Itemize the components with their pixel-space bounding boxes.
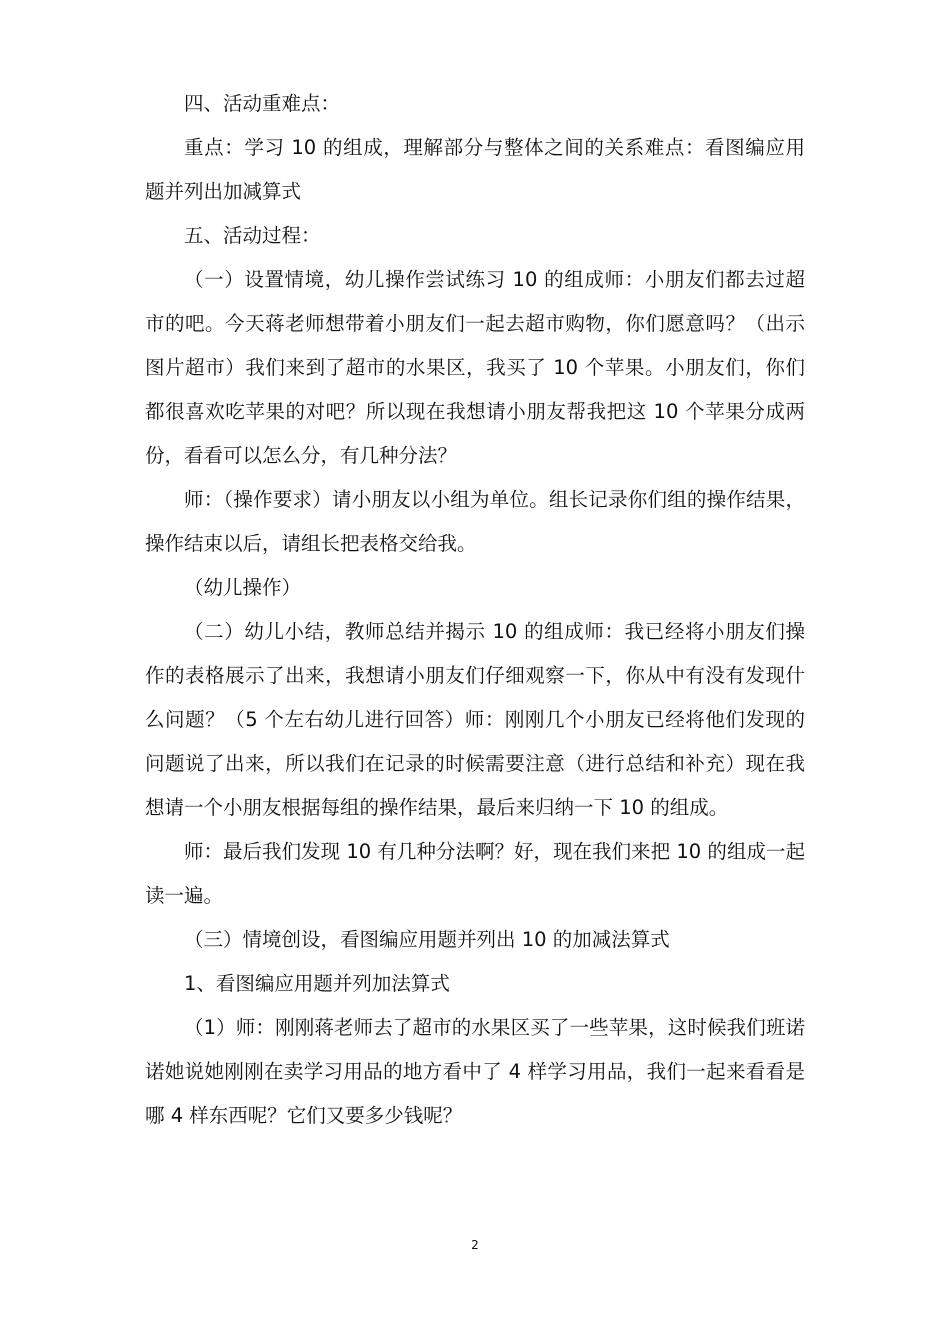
paragraph-teacher-instructions: 师：（操作要求）请小朋友以小组为单位。组长记录你们组的操作结果，操作结束以后，请组长把表格交给我。 (145, 488, 805, 555)
paragraph-teacher-summary: 师：最后我们发现 10 有几种分法啊？好，现在我们来把 10 的组成一起读一遍。 (145, 840, 805, 907)
paragraph-heading-process: 五、活动过程： (184, 224, 321, 247)
paragraph-heading-difficulties: 四、活动重难点： (184, 92, 341, 115)
paragraph-step-three: （三）情境创设，看图编应用题并列出 10 的加减法算式 (184, 928, 670, 951)
document-body (145, 82, 805, 1138)
paragraph-step-one: （一）设置情境，幼儿操作尝试练习 10 的组成师：小朋友们都去过超市的吧。今天蒋老师想带着小朋友们一起去超市购物，你们愿意吗？（出示图片超市）我们来到了超市的水果区，我买了 10 个苹果。小朋友们，你们都很喜欢吃苹果的对吧？所以现在我想请小朋友帮我把这 10 个苹果分成两份，看看可以怎么分，有几种分法？ (145, 268, 805, 467)
paragraph-step-two: （二）幼儿小结，教师总结并揭示 10 的组成师：我已经将小朋友们操作的表格展示了出来，我想请小朋友们仔细观察一下，你从中有没有发现什么问题？（5 个左右幼儿进行回答）师：刚刚几个小朋友已经将他们发现的问题说了出来，所以我们在记录的时候需要注意（进行总结和补充）现在我想请一个小朋友根据每组的操作结果，最后来归纳一下 10 的组成。 (145, 620, 805, 819)
paragraph-children-operation: （幼儿操作） (184, 576, 302, 599)
paragraph-key-points: 重点：学习 10 的组成，理解部分与整体之间的关系难点：看图编应用题并列出加减算式 (145, 136, 805, 203)
paragraph-teacher-story: （1）师：刚刚蒋老师去了超市的水果区买了一些苹果，这时候我们班诺诺她说她刚刚在卖学习用品的地方看中了 4 样学习用品，我们一起来看看是哪 4 样东西呢？它们又要多少钱呢？ (145, 1016, 805, 1127)
page-number: 2 (471, 1238, 479, 1252)
paragraph-subheading-addition: 1、看图编应用题并列加法算式 (184, 972, 450, 995)
